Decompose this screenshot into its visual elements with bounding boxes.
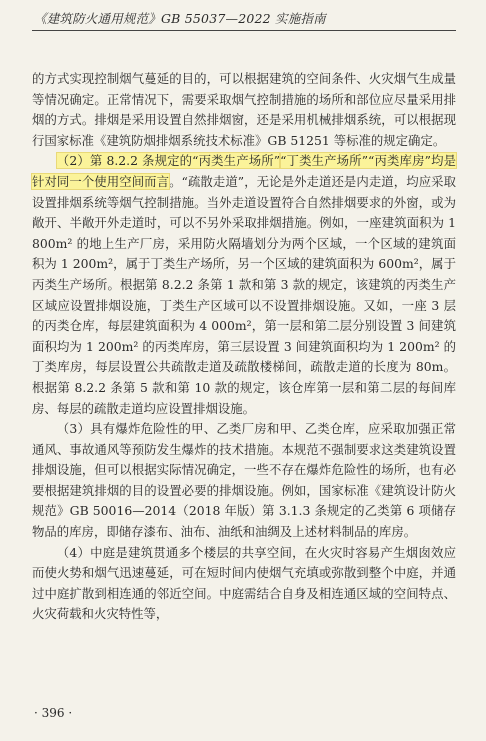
paragraph [32,69,456,151]
header-rule [32,30,456,31]
paragraph [32,151,456,419]
paragraph [32,419,456,543]
paragraph-text: （4）中庭是建筑贯通多个楼层的共享空间，在火灾时容易产生烟囱效应而使火势和烟气迅速蔓延，可在短时间内使烟气充填或弥散到整个中庭，并通过中庭扩散到相连通的邻近空间。中庭需结合自身及相连通区域的空间特点、火灾荷载和火灾特性等， [32,544,456,622]
highlighted-text: “丁类生产场所”“丙类库房”均是针对同一个使用空间而言 [32,153,456,189]
page-number: · 396 · [34,706,73,720]
paragraph [32,543,456,625]
running-header: 《建筑防火通用规范》GB 55037—2022 实施指南 [34,11,326,26]
paragraph-text: 。“疏散走道”，无论是外走道还是内走道，均应采取设置排烟系统等烟气控制措施。当外走道设置符合自然排烟要求的外窗，或为敞开、半敞开外走道时，可以不另外采取排烟措施。例如，一座建筑面积为 1 800m² 的地上生产厂房，采用防火隔墙划分为两个区域，一个区域的建筑面积为 1 200m²，属于丁类生产场所，另一个区域的建筑面积为 600m²，属于丙类生产场所。根据第 8.2.2 条第 1 款和第 3 款的规定，该建筑的丙类生产区域应设置排烟设施，丁类生产区域可以不设置排烟设施。又如，一座 3 层的丙类仓库，每层建筑面积为 4 000m²，第一层和第二层分别设置 3 间建筑面积均为 1 200m² 的丙类库房，第三层设置 3 间建筑面积均为 1 200m² 的丁类库房，每层设置公共疏散走道及疏散楼梯间，疏散走道的长度为 80m。根据第 8.2.2 条第 5 款和第 10 款的规定，该仓库第一层和第二层的每间库房、每层的疏散走道均应设置排烟设施。 [32,173,457,416]
paragraph-text: （3）具有爆炸危险性的甲、乙类厂房和甲、乙类仓库，应采取加强正常通风、事故通风等预防发生爆炸的技术措施。本规范不强制要求这类建筑设置排烟设施，但可以根据实际情况确定，一些不存在爆炸危险性的场所，也有必要根据建筑排烟的目的设置必要的排烟设施。例如，国家标准《建筑设计防火规范》GB 50016—2014（2018 年版）第 3.1.3 条规定的乙类第 6 项储存物品的库房，即储存漆布、油布、油纸和油绸及上述材料制品的库房。 [32,421,456,540]
highlighted-text: （2）第 8.2.2 条规定的“丙类生产场所” [56,153,281,169]
paragraph-text: 的方式实现控制烟气蔓延的目的，可以根据建筑的空间条件、火灾烟气生成量等情况确定。正常情况下，需要采取烟气控制措施的场所和部位应尽量采用排烟的方式。排烟是采用设置自然排烟窗，还是采用机械排烟系统，可以根据现行国家标准《建筑防烟排烟系统技术标准》GB 51251 等标准的规定确定。 [32,71,456,148]
body-text [32,69,456,625]
